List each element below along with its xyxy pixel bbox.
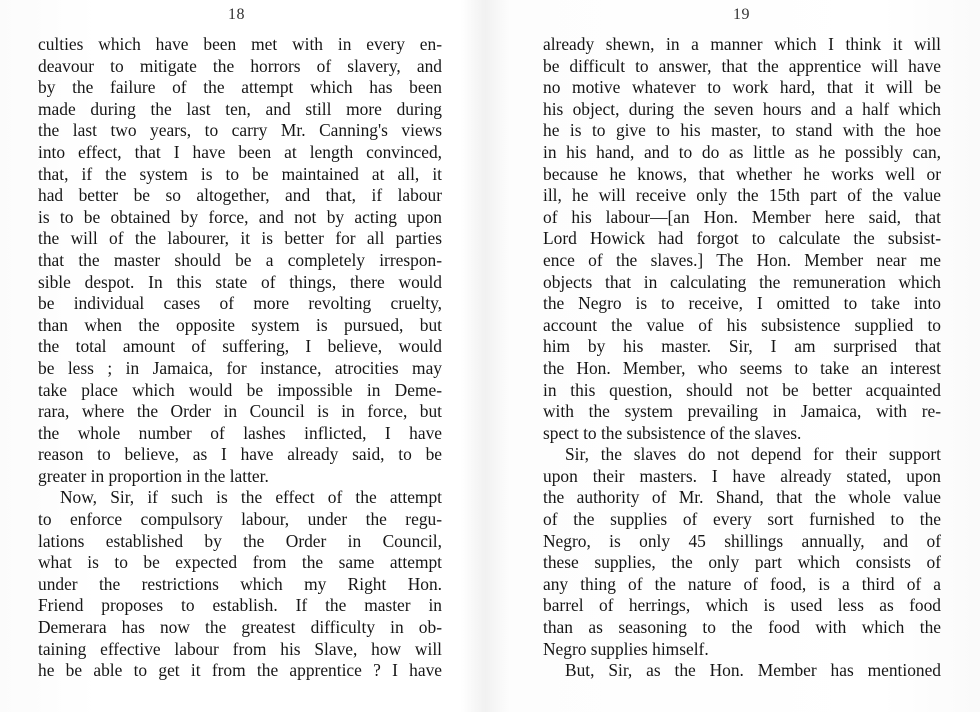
text-line: he is to give to his master, to stand with the hoe xyxy=(543,120,941,141)
text-line: Lord Howick had forgot to calculate the subsist- xyxy=(543,228,941,249)
text-line: with the system prevailing in Jamaica, with re- xyxy=(543,401,941,422)
text-line: deavour to mitigate the horrors of slavery, and xyxy=(38,55,442,76)
text-line: Demerara has now the greatest difficulty in ob- xyxy=(38,617,442,638)
text-line: reason to believe, as I have already said, to be xyxy=(38,444,442,465)
text-line: than as seasoning to the food with which the xyxy=(543,617,941,638)
text-line: into effect, that I have been at length convinced, xyxy=(38,141,442,162)
text-line: is to be obtained by force, and not by acting upon xyxy=(38,206,442,227)
right-page-text xyxy=(543,34,941,682)
text-line: had better be so altogether, and that, if labour xyxy=(38,185,442,206)
text-line: under the restrictions which my Right Hon. xyxy=(38,573,442,594)
left-page-text xyxy=(38,34,442,682)
text-line: upon their masters. I have already stated, upon xyxy=(543,465,941,486)
text-line: in this question, should not be better acquainted xyxy=(543,379,941,400)
text-line: no motive whatever to work hard, that it will be xyxy=(543,77,941,98)
text-line: than when the opposite system is pursued, but xyxy=(38,314,442,335)
text-line: culties which have been met with in every en- xyxy=(38,34,442,54)
text-line: the authority of Mr. Shand, that the whole value xyxy=(543,487,941,508)
text-line: spect to the subsistence of the slaves. xyxy=(543,422,802,443)
text-line: the whole number of lashes inflicted, I have xyxy=(38,422,442,443)
text-line: taining effective labour from his Slave, how will xyxy=(38,638,442,659)
text-line: be individual cases of more revolting cruelty, xyxy=(38,293,442,314)
text-line: But, Sir, as the Hon. Member has mentioned xyxy=(565,660,941,681)
text-line: of his labour—[an Hon. Member here said, that xyxy=(543,206,941,227)
text-line: these supplies, the only part which consists of xyxy=(543,552,941,573)
text-line: be difficult to answer, that the apprentice will have xyxy=(543,55,941,76)
text-line: what is to be expected from the same attempt xyxy=(38,552,442,573)
text-line: be less ; in Jamaica, for instance, atrocities may xyxy=(38,357,442,378)
text-line: by the failure of the attempt which has been xyxy=(38,77,442,98)
text-line: sible despot. In this state of things, there would xyxy=(38,271,442,292)
text-line: Friend proposes to establish. If the master in xyxy=(38,595,442,616)
text-line: ill, he will receive only the 15th part of the value xyxy=(543,185,941,206)
text-line: the total amount of suffering, I believe, would xyxy=(38,336,442,357)
text-line: made during the last ten, and still more during xyxy=(38,98,442,119)
text-line: that, if the system is to be maintained at all, it xyxy=(38,163,442,184)
text-line: the Negro is to receive, I omitted to take into xyxy=(543,293,941,314)
text-line: barrel of herrings, which is used less as food xyxy=(543,595,941,616)
text-line: greater in proportion in the latter. xyxy=(38,465,269,486)
text-line: the will of the labourer, it is better for all parties xyxy=(38,228,442,249)
text-line: already shewn, in a manner which I think it will xyxy=(543,34,941,54)
text-line: in his hand, and to do as little as he possibly can, xyxy=(543,141,941,162)
text-line: Negro supplies himself. xyxy=(543,638,709,659)
text-line: because he knows, that whether he works well or xyxy=(543,163,941,184)
text-line: of the supplies of every sort furnished to the xyxy=(543,509,941,530)
text-line: ence of the slaves.] The Hon. Member near me xyxy=(543,249,941,270)
text-line: the last two years, to carry Mr. Canning's views xyxy=(38,120,442,141)
text-line: take place which would be impossible in Deme- xyxy=(38,379,442,400)
text-line: lations established by the Order in Council, xyxy=(38,530,442,551)
page-number-left: 18 xyxy=(228,6,245,23)
text-line: any thing of the nature of food, is a third of a xyxy=(543,573,941,594)
text-line: objects that in calculating the remuneration which xyxy=(543,271,941,292)
text-line: he be able to get it from the apprentice ? I have xyxy=(38,660,442,681)
text-line: him by his master. Sir, I am surprised that xyxy=(543,336,941,357)
text-line: Negro, is only 45 shillings annually, and of xyxy=(543,530,941,551)
text-line: rara, where the Order in Council is in force, but xyxy=(38,401,442,422)
text-line: his object, during the seven hours and a half which xyxy=(543,98,941,119)
text-line: that the master should be a completely irrespon- xyxy=(38,249,442,270)
text-line: to enforce compulsory labour, under the regu- xyxy=(38,509,442,530)
page-number-right: 19 xyxy=(733,6,750,23)
text-line: account the value of his subsistence supplied to xyxy=(543,314,941,335)
text-line: Sir, the slaves do not depend for their support xyxy=(565,444,941,465)
text-line: Now, Sir, if such is the effect of the attempt xyxy=(60,487,442,508)
text-line: the Hon. Member, who seems to take an interest xyxy=(543,357,941,378)
